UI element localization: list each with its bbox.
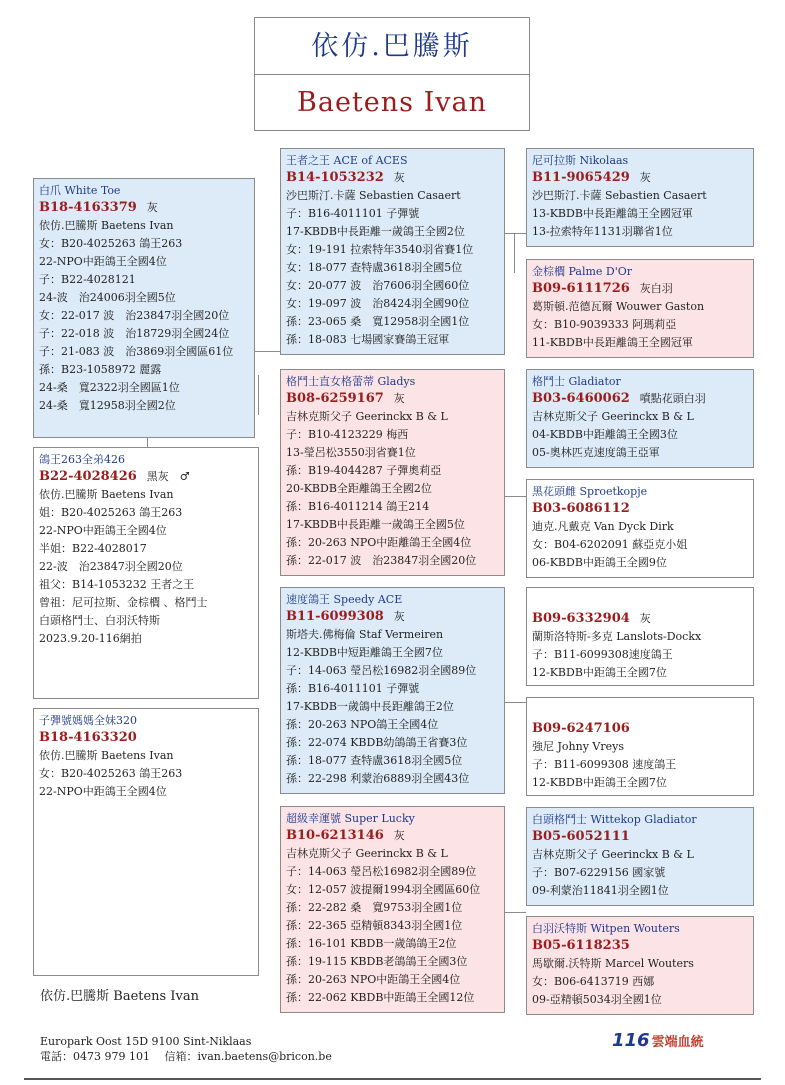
ggp-color: 噴點花頭白羽 bbox=[639, 392, 706, 405]
gp-line: 孫：20-263 NPO鴿王全國4位 bbox=[286, 718, 439, 731]
ggp-color: 灰 bbox=[639, 171, 651, 184]
ggp-line: 05-奧林匹克速度鴿王亞軍 bbox=[532, 446, 660, 459]
sire-line: 2023.9.20-116網拍 bbox=[39, 632, 142, 645]
sire-line: 22-NPO中距鴿王全國4位 bbox=[39, 524, 167, 537]
ggp-card-2[interactable] bbox=[526, 259, 754, 358]
gp-line: 孫：20-263 NPO中距鴿王全國4位 bbox=[286, 973, 461, 986]
dam-name: 子彈號媽媽全妹320 bbox=[39, 714, 137, 727]
sire-line: 姐：B20-4025263 鴿王263 bbox=[39, 506, 183, 519]
connector-subject-sire bbox=[147, 437, 148, 447]
gp-line: 13-瑩呂松3550羽省賽1位 bbox=[286, 446, 416, 459]
ggp-name: 黑花頭雌 Sproetkopje bbox=[532, 485, 648, 498]
ggp-card-5[interactable] bbox=[526, 587, 754, 686]
sire-line: 祖父：B14-1053232 王者之王 bbox=[39, 578, 195, 591]
ggp-line: 09-利蒙治11841羽全國1位 bbox=[532, 884, 669, 897]
gp-line: 女：12-057 波提爾1994羽全國區60位 bbox=[286, 883, 481, 896]
title-box-en bbox=[254, 74, 530, 131]
ggp-line: 沙巴斯汀.卡薩 Sebastien Casaert bbox=[532, 189, 707, 202]
gp-line: 孫：22-365 亞精頓8343羽全國1位 bbox=[286, 919, 463, 932]
ggp-line: 女：B10-9039333 阿瑪莉亞 bbox=[532, 318, 677, 331]
gp-line: 孫：23-065 桑 寬12958羽全國1位 bbox=[286, 315, 470, 328]
sire-line: 依仿.巴騰斯 Baetens Ivan bbox=[39, 488, 174, 501]
gp-line: 子：B16-4011101 子彈號 bbox=[286, 207, 420, 220]
dam-line: 依仿.巴騰斯 Baetens Ivan bbox=[39, 749, 174, 762]
connector-gp1-ggp1 bbox=[504, 233, 526, 234]
ggp-ring: B03-6086112 bbox=[532, 501, 630, 516]
subject-line: 子：22-018 波 治18729羽全國24位 bbox=[39, 327, 230, 340]
gp-name: 超級幸運號 Super Lucky bbox=[286, 812, 415, 825]
sire-card[interactable] bbox=[33, 447, 259, 699]
gp-ring: B14-1053232 bbox=[286, 170, 384, 185]
logo-text: 雲端血統 bbox=[651, 1035, 704, 1050]
ggp-line: 04-KBDB中距離鴿王全國3位 bbox=[532, 428, 678, 441]
ggp-line: 馬歇爾.沃特斯 Marcel Wouters bbox=[532, 957, 694, 970]
sire-line: 半姐：B22-4028017 bbox=[39, 542, 147, 555]
ggp-line: 13-KBDB中長距離鴿王全國冠軍 bbox=[532, 207, 693, 220]
gp-line: 20-KBDB全距離鴿王全國2位 bbox=[286, 482, 432, 495]
ggp-ring: B03-6460062 bbox=[532, 391, 630, 406]
logo-number: 116 bbox=[612, 1030, 650, 1051]
sire-line: 白頭格鬥士、白羽沃特斯 bbox=[39, 614, 160, 627]
ggp-line: 子：B07-6229156 國家號 bbox=[532, 866, 666, 879]
ggp-line: 吉林克斯父子 Geerinckx B & L bbox=[532, 848, 694, 861]
ggp-line: 女：B06-6413719 西娜 bbox=[532, 975, 655, 988]
ggp-line: 12-KBDB中距鴿王全國7位 bbox=[532, 776, 667, 789]
gp-line: 12-KBDB中短距離鴿王全國7位 bbox=[286, 646, 443, 659]
gp-color: 灰 bbox=[393, 829, 405, 842]
sire-line: 曾祖：尼可拉斯、金棕櫚 、格鬥士 bbox=[39, 596, 208, 609]
gp-line: 子：14-063 瑩呂松16982羽全國89位 bbox=[286, 865, 477, 878]
ggp-line: 09-亞精頓5034羽全國1位 bbox=[532, 993, 662, 1006]
gp-color: 灰 bbox=[393, 392, 405, 405]
ggp-line: 12-KBDB中距鴿王全國7位 bbox=[532, 666, 667, 679]
sire-name: 鴿王263全弟426 bbox=[39, 453, 125, 466]
gp-line: 孫：22-298 利蒙治6889羽全國43位 bbox=[286, 772, 470, 785]
ggp-name: 白羽沃特斯 Witpen Wouters bbox=[532, 922, 680, 935]
bottom-divider bbox=[24, 1078, 761, 1080]
ggp-card-6[interactable] bbox=[526, 697, 754, 796]
ggp-color: 灰白羽 bbox=[639, 282, 673, 295]
gp-name: 速度鴿王 Speedy ACE bbox=[286, 593, 403, 606]
gp-line: 女：20-077 波 治7606羽全國60位 bbox=[286, 279, 470, 292]
granddam-maternal-card[interactable] bbox=[280, 806, 505, 1013]
gp-line: 孫：20-263 NPO中距離鴿王全國4位 bbox=[286, 536, 472, 549]
gp-line: 孫：16-101 KBDB一歲鴿鴿王2位 bbox=[286, 937, 457, 950]
subject-line: 子：B22-4028121 bbox=[39, 273, 136, 286]
gp-line: 孫：22-062 KBDB中距鴿王全國12位 bbox=[286, 991, 475, 1004]
sire-line: 22-波 治23847羽全國20位 bbox=[39, 560, 183, 573]
connector-gp1-ggp2 bbox=[514, 233, 515, 273]
subject-line: 依仿.巴騰斯 Baetens Ivan bbox=[39, 219, 174, 232]
gp-line: 吉林克斯父子 Geerinckx B & L bbox=[286, 410, 448, 423]
connector-gp3-ggp5 bbox=[504, 702, 526, 703]
gp-line: 子：14-063 瑩呂松16982羽全國89位 bbox=[286, 664, 477, 677]
ggp-ring: B05-6118235 bbox=[532, 938, 630, 953]
subject-color: 灰 bbox=[146, 201, 158, 214]
gp-line: 沙巴斯汀.卡薩 Sebastien Casaert bbox=[286, 189, 461, 202]
gp-line: 孫：19-115 KBDB老鴿鴿王全國3位 bbox=[286, 955, 468, 968]
gp-name: 格鬥士直女格蕾蒂 Gladys bbox=[286, 375, 416, 388]
connector-gp4-ggp7 bbox=[504, 912, 526, 913]
subject-line: 女：B20-4025263 鴿王263 bbox=[39, 237, 183, 250]
dam-line: 女：B20-4025263 鴿王263 bbox=[39, 767, 183, 780]
gp-line: 孫：B16-4011214 鴿王214 bbox=[286, 500, 430, 513]
ggp-line: 子：B11-6099308 速度鴿王 bbox=[532, 758, 677, 771]
subject-line: 子：21-083 波 治3869羽全國區61位 bbox=[39, 345, 234, 358]
gp-line: 孫：18-083 七場國家賽鴿王冠軍 bbox=[286, 333, 450, 346]
ggp-ring: B09-6247106 bbox=[532, 721, 630, 736]
title-box-zh bbox=[254, 17, 530, 75]
brand-logo[interactable] bbox=[612, 1030, 704, 1051]
ggp-name: 格鬥士 Gladiator bbox=[532, 375, 621, 388]
footer-address: Europark Oost 15D 9100 Sint-Niklaas bbox=[40, 1035, 252, 1048]
dam-line: 22-NPO中距鴿王全國4位 bbox=[39, 785, 167, 798]
subject-card[interactable] bbox=[33, 178, 255, 438]
connector-gp2-ggp3 bbox=[504, 496, 526, 497]
ggp-line: 13-拉索特年1131羽聯省1位 bbox=[532, 225, 673, 238]
gp-line: 女：19-097 波 治8424羽全國90位 bbox=[286, 297, 470, 310]
gp-ring: B08-6259167 bbox=[286, 391, 384, 406]
gp-line: 孫：22-074 KBDB幼鴿鴿王省賽3位 bbox=[286, 736, 468, 749]
ggp-card-8[interactable] bbox=[526, 916, 754, 1015]
footer-owner: 依仿.巴騰斯 Baetens Ivan bbox=[40, 989, 199, 1004]
ggp-line: 11-KBDB中長距離鴿王全國冠軍 bbox=[532, 336, 693, 349]
ggp-ring: B09-6111726 bbox=[532, 281, 630, 296]
footer-contact-block bbox=[40, 1034, 332, 1064]
ggp-line: 女：B04-6202091 蘇亞克小姐 bbox=[532, 538, 688, 551]
subject-line: 22-NPO中距鴿王全國4位 bbox=[39, 255, 167, 268]
subject-ring: B18-4163379 bbox=[39, 200, 137, 215]
gp-name: 王者之王 ACE of ACES bbox=[286, 154, 408, 167]
gp-line: 孫：22-282 桑 寬9753羽全國1位 bbox=[286, 901, 463, 914]
grandsire-maternal-card[interactable] bbox=[280, 587, 505, 794]
ggp-ring: B05-6052111 bbox=[532, 829, 630, 844]
dam-card[interactable] bbox=[33, 708, 259, 976]
granddam-paternal-card[interactable] bbox=[280, 369, 505, 576]
ggp-line: 06-KBDB中距鴿王全國9位 bbox=[532, 556, 667, 569]
sire-color: 黑灰 ♂ bbox=[146, 470, 190, 483]
gp-color: 灰 bbox=[393, 171, 405, 184]
gp-line: 斯塔夫.佛梅倫 Staf Vermeiren bbox=[286, 628, 444, 641]
ggp-line: 蘭斯洛特斯-多克 Lanslots-Dockx bbox=[532, 630, 702, 643]
gp-color: 灰 bbox=[393, 610, 405, 623]
ggp-line: 強尼 Johny Vreys bbox=[532, 740, 624, 753]
subject-line: 女：22-017 波 治23847羽全國20位 bbox=[39, 309, 230, 322]
owner-title-english: Baetens Ivan bbox=[297, 87, 487, 118]
gp-line: 女：18-077 查特盧3618羽全國5位 bbox=[286, 261, 463, 274]
ggp-color: 灰 bbox=[639, 612, 651, 625]
ggp-line: 迪克.凡戴克 Van Dyck Dirk bbox=[532, 520, 674, 533]
ggp-name: 尼可拉斯 Nikolaas bbox=[532, 154, 629, 167]
subject-line: 孫：B23-1058972 麗露 bbox=[39, 363, 162, 376]
ggp-name: 金棕櫚 Palme D'Or bbox=[532, 265, 633, 278]
gp-ring: B11-6099308 bbox=[286, 609, 384, 624]
ggp-line: 吉林克斯父子 Geerinckx B & L bbox=[532, 410, 694, 423]
ggp-card-7[interactable] bbox=[526, 807, 754, 906]
ggp-ring: B09-6332904 bbox=[532, 611, 630, 626]
grandsire-paternal-card[interactable] bbox=[280, 148, 505, 355]
owner-title-chinese: 依仿.巴騰斯 bbox=[311, 31, 473, 62]
subject-line: 24-桑 寬12958羽全國2位 bbox=[39, 399, 176, 412]
ggp-card-3[interactable] bbox=[526, 369, 754, 468]
subject-line: 24-桑 寬2322羽全國區1位 bbox=[39, 381, 180, 394]
ggp-ring: B11-9065429 bbox=[532, 170, 630, 185]
subject-name: 白爪 White Toe bbox=[39, 184, 121, 197]
gp-line: 吉林克斯父子 Geerinckx B & L bbox=[286, 847, 448, 860]
gp-line: 17-KBDB中長距離一歲鴿王全國2位 bbox=[286, 225, 465, 238]
dam-ring: B18-4163320 bbox=[39, 730, 137, 745]
footer-contact: 電話：0473 979 101 信箱：ivan.baetens@bricon.be bbox=[40, 1050, 332, 1063]
sire-ring: B22-4028426 bbox=[39, 469, 137, 484]
gp-line: 17-KBDB一歲鴿中長距離鴿王2位 bbox=[286, 700, 454, 713]
gp-line: 孫：B19-4044287 子彈奧莉亞 bbox=[286, 464, 442, 477]
ggp-line: 葛斯頓.范德瓦爾 Wouwer Gaston bbox=[532, 300, 705, 313]
ggp-name: 白頭格鬥士 Wittekop Gladiator bbox=[532, 813, 697, 826]
connector-sire-gp2 bbox=[258, 375, 259, 415]
gp-line: 孫：22-017 波 治23847羽全國20位 bbox=[286, 554, 477, 567]
ggp-card-4[interactable] bbox=[526, 479, 754, 578]
ggp-card-1[interactable] bbox=[526, 148, 754, 247]
gp-line: 子：B10-4123229 梅西 bbox=[286, 428, 409, 441]
connector-subject-gp1 bbox=[254, 351, 280, 352]
gp-ring: B10-6213146 bbox=[286, 828, 384, 843]
gp-line: 女：19-191 拉索特年3540羽省賽1位 bbox=[286, 243, 474, 256]
gp-line: 17-KBDB中長距離一歲鴿王全國5位 bbox=[286, 518, 465, 531]
gp-line: 孫：18-077 查特盧3618羽全國5位 bbox=[286, 754, 463, 767]
subject-line: 24-波 治24006羽全國5位 bbox=[39, 291, 176, 304]
ggp-line: 子：B11-6099308速度鴿王 bbox=[532, 648, 673, 661]
gp-line: 孫：B16-4011101 子彈號 bbox=[286, 682, 420, 695]
